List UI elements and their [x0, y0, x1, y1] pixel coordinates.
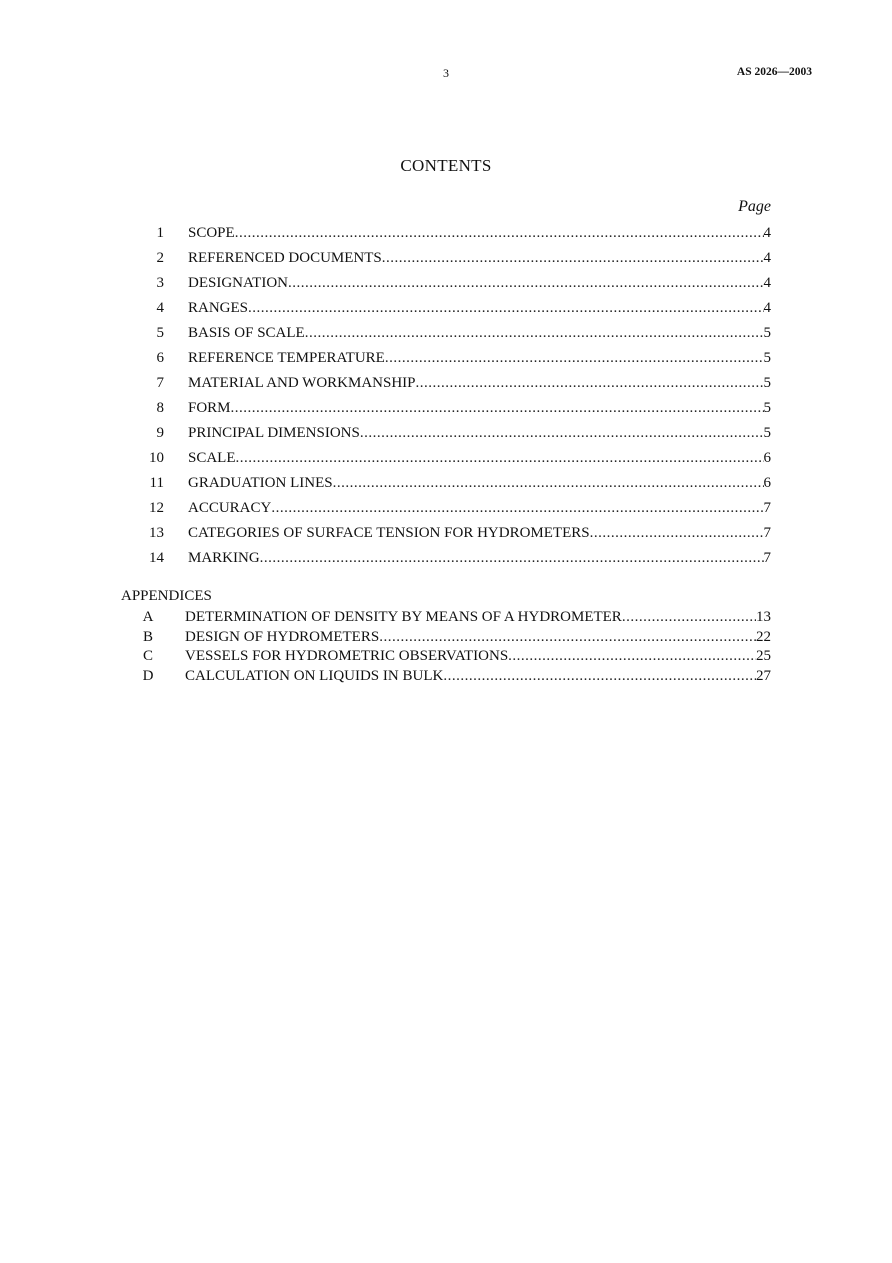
toc-entry-number: 4 [156, 300, 164, 316]
toc-entry[interactable] [0, 397, 892, 419]
toc-entry[interactable] [0, 272, 892, 294]
toc-leader-dots [231, 397, 764, 419]
toc-entry-line [188, 547, 771, 569]
toc-entry-page: 4 [763, 275, 771, 291]
appendix-page: 13 [756, 609, 771, 625]
toc-entry-page: 6 [763, 475, 771, 491]
toc-entry-line [188, 322, 771, 344]
toc-entry-title: PRINCIPAL DIMENSIONS [188, 425, 360, 441]
toc-entry[interactable] [0, 222, 892, 244]
toc-entry[interactable] [0, 322, 892, 344]
appendix-entry[interactable] [0, 607, 892, 627]
toc-entry-number: 10 [149, 450, 164, 466]
toc-entry-line [188, 297, 771, 319]
appendix-entry-line [185, 627, 771, 647]
toc-entry-number: 11 [149, 475, 164, 491]
toc-entry-page: 4 [763, 250, 771, 266]
toc-entry[interactable] [0, 447, 892, 469]
appendix-page: 25 [756, 648, 771, 664]
appendix-leader-dots [443, 666, 756, 686]
toc-entry-line [188, 372, 771, 394]
toc-entry-page: 5 [763, 425, 771, 441]
toc-entry-title: MARKING [188, 550, 260, 566]
toc-leader-dots [235, 222, 764, 244]
toc-entry-page: 5 [763, 325, 771, 341]
appendix-title: DETERMINATION OF DENSITY BY MEANS OF A HYDROMETER [185, 609, 622, 625]
appendix-title: VESSELS FOR HYDROMETRIC OBSERVATIONS [185, 648, 509, 664]
toc-entry-title: REFERENCED DOCUMENTS [188, 250, 382, 266]
toc-entry-number: 12 [149, 500, 164, 516]
toc-leader-dots [236, 447, 764, 469]
toc-entry-page: 4 [763, 225, 771, 241]
appendix-letter: C [142, 648, 153, 664]
toc-leader-dots [288, 272, 764, 294]
appendix-letter: B [142, 628, 153, 645]
toc-entry-title: BASIS OF SCALE [188, 325, 305, 341]
toc-entry-line [188, 522, 771, 544]
toc-leader-dots [360, 422, 764, 444]
toc-entry-page: 5 [763, 375, 771, 391]
toc-entry[interactable] [0, 347, 892, 369]
appendix-leader-dots [508, 646, 756, 666]
toc-entry-title: ACCURACY [188, 500, 272, 516]
toc-entry-number: 7 [156, 375, 164, 391]
toc-leader-dots [248, 297, 763, 319]
toc-entry-number: 1 [156, 225, 164, 241]
toc-entry-page: 5 [763, 350, 771, 366]
toc-entry-line [188, 397, 771, 419]
toc-leader-dots [382, 247, 764, 269]
toc-entry[interactable] [0, 497, 892, 519]
appendix-entry[interactable] [0, 646, 892, 666]
appendix-page: 22 [756, 628, 771, 645]
appendix-leader-dots [379, 627, 756, 647]
toc-entry-number: 3 [156, 275, 164, 291]
toc-entry-title: GRADUATION LINES [188, 475, 333, 491]
toc-entry-line [188, 422, 771, 444]
toc-leader-dots [333, 472, 764, 494]
appendix-title: CALCULATION ON LIQUIDS IN BULK [185, 667, 444, 684]
toc-entry-line [188, 447, 771, 469]
toc-entry-line [188, 222, 771, 244]
toc-entry-title: SCALE [188, 450, 236, 466]
toc-entry-line [188, 472, 771, 494]
page-column-heading: Page [738, 198, 771, 215]
appendix-entry-line [185, 646, 771, 666]
appendix-letter: A [142, 609, 154, 625]
toc-entry-number: 6 [156, 350, 164, 366]
toc-entry-title: RANGES [188, 300, 249, 316]
contents-title: CONTENTS [400, 156, 492, 175]
toc-entry[interactable] [0, 297, 892, 319]
toc-entry-line [188, 347, 771, 369]
toc-entry-title: FORM [188, 400, 231, 416]
toc-entry-number: 5 [156, 325, 164, 341]
toc-entry-line [188, 497, 771, 519]
appendix-entry[interactable] [0, 627, 892, 647]
toc-entry-line [188, 272, 771, 294]
toc-entry-number: 14 [149, 550, 164, 566]
toc-entry-page: 6 [763, 450, 771, 466]
appendix-entry[interactable] [0, 666, 892, 686]
toc-entry-title: REFERENCE TEMPERATURE [188, 350, 385, 366]
appendix-entry-line [185, 666, 771, 686]
toc-entry-page: 7 [763, 500, 771, 516]
toc-entry-title: MATERIAL AND WORKMANSHIP [188, 375, 416, 391]
toc-entry-page: 4 [763, 300, 771, 316]
toc-entry-page: 7 [763, 550, 771, 566]
appendix-entry-line [185, 607, 771, 627]
appendix-page: 27 [756, 667, 771, 684]
toc-entry[interactable] [0, 372, 892, 394]
standard-code: AS 2026—2003 [736, 66, 812, 78]
appendix-leader-dots [622, 607, 756, 627]
toc-entry-number: 9 [156, 425, 164, 441]
toc-entry[interactable] [0, 247, 892, 269]
toc-entry[interactable] [0, 547, 892, 569]
toc-entry-page: 5 [763, 400, 771, 416]
toc-entry-number: 8 [156, 400, 164, 416]
toc-entry[interactable] [0, 422, 892, 444]
toc-entry-number: 13 [149, 525, 164, 541]
appendix-title: DESIGN OF HYDROMETERS [185, 628, 380, 645]
appendices-heading: APPENDICES [121, 588, 212, 604]
toc-entry-number: 2 [156, 250, 164, 266]
toc-leader-dots [260, 547, 764, 569]
toc-entry-title: CATEGORIES OF SURFACE TENSION FOR HYDROMETERS [188, 525, 590, 541]
appendix-letter: D [142, 667, 154, 684]
page-number: 3 [443, 66, 449, 80]
toc-entry[interactable] [0, 522, 892, 544]
toc-entry[interactable] [0, 472, 892, 494]
toc-leader-dots [590, 522, 764, 544]
toc-entry-line [188, 247, 771, 269]
toc-leader-dots [416, 372, 764, 394]
toc-leader-dots [385, 347, 764, 369]
toc-leader-dots [305, 322, 764, 344]
toc-entry-page: 7 [763, 525, 771, 541]
toc-entry-title: SCOPE [188, 225, 235, 241]
toc-leader-dots [271, 497, 763, 519]
toc-entry-title: DESIGNATION [188, 275, 288, 291]
